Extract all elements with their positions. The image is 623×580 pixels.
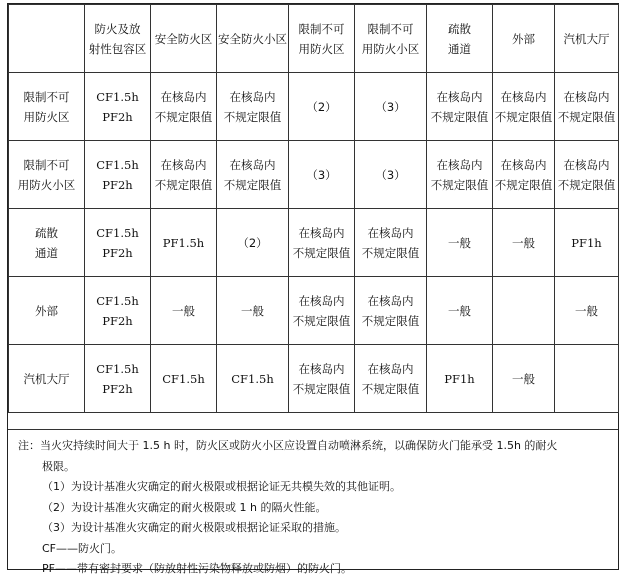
table-row [9, 209, 619, 277]
table-cell: CF1.5h PF2h [85, 141, 151, 209]
table-cell: CF1.5h PF2h [85, 277, 151, 345]
table-cell: CF1.5h PF2h [85, 209, 151, 277]
table-row [9, 277, 619, 345]
fire-barrier-table-sheet [7, 3, 619, 575]
header-row [9, 5, 619, 73]
table-cell: 一般 [493, 345, 555, 413]
table-cell: 一般 [151, 277, 217, 345]
row-header: 汽机大厅 [9, 345, 85, 413]
table-cell: PF1h [555, 209, 619, 277]
column-header: 限制不可 用防火区 [289, 5, 355, 73]
table-cell: CF1.5h [151, 345, 217, 413]
table-cell: （2） [217, 209, 289, 277]
table-cell: 在核岛内 不规定限值 [555, 73, 619, 141]
table-cell: 一般 [427, 209, 493, 277]
note-item-2: （2）为设计基准火灾确定的耐火极限或 1 h 的隔火性能。 [42, 500, 327, 514]
table-cell: PF1.5h [151, 209, 217, 277]
row-header: 限制不可 用防火小区 [9, 141, 85, 209]
note-cf-definition: CF——防火门。 [42, 541, 123, 555]
table-cell: 在核岛内 不规定限值 [355, 209, 427, 277]
table-notes [8, 429, 618, 575]
table-cell: 在核岛内 不规定限值 [355, 345, 427, 413]
column-header: 外部 [493, 5, 555, 73]
table-cell [555, 345, 619, 413]
table-cell: （3） [355, 73, 427, 141]
table-cell: CF1.5h [217, 345, 289, 413]
table-cell: 在核岛内 不规定限值 [151, 73, 217, 141]
table-cell: CF1.5h PF2h [85, 345, 151, 413]
fire-rating-table [8, 4, 619, 413]
row-header: 疏散 通道 [9, 209, 85, 277]
table-cell: 在核岛内 不规定限值 [151, 141, 217, 209]
column-header: 汽机大厅 [555, 5, 619, 73]
table-cell: 在核岛内 不规定限值 [493, 141, 555, 209]
table-cell: 在核岛内 不规定限值 [555, 141, 619, 209]
column-header: 安全防火小区 [217, 5, 289, 73]
table-cell: （3） [355, 141, 427, 209]
note-pf-definition: PF——带有密封要求（防放射性污染物释放或防烟）的防火门。 [42, 562, 352, 575]
table-cell: 在核岛内 不规定限值 [355, 277, 427, 345]
note-main: 注：当火灾持续时间大于 1.5 h 时，防火区或防火小区应设置自动喷淋系统，以确保防火门能承受 1.5h 的耐火 [18, 439, 558, 452]
column-header: 防火及放 射性包容区 [85, 5, 151, 73]
row-header: 外部 [9, 277, 85, 345]
table-cell: 在核岛内 不规定限值 [427, 141, 493, 209]
table-cell: 在核岛内 不规定限值 [217, 141, 289, 209]
table-cell: 在核岛内 不规定限值 [427, 73, 493, 141]
row-header: 限制不可 用防火区 [9, 73, 85, 141]
note-item-3: （3）为设计基准火灾确定的耐火极限或根据论证采取的措施。 [42, 521, 346, 534]
note-main-continued: 极限。 [42, 459, 75, 473]
table-cell: 在核岛内 不规定限值 [289, 277, 355, 345]
column-header: 安全防火区 [151, 5, 217, 73]
table-cell: （2） [289, 73, 355, 141]
table-row [9, 141, 619, 209]
column-header: 疏散 通道 [427, 5, 493, 73]
table-cell: 一般 [427, 277, 493, 345]
table-cell: 一般 [217, 277, 289, 345]
table-cell: 一般 [493, 209, 555, 277]
table-cell: PF1h [427, 345, 493, 413]
table-cell: CF1.5h PF2h [85, 73, 151, 141]
table-cell [493, 277, 555, 345]
table-cell: 在核岛内 不规定限值 [289, 209, 355, 277]
table-row [9, 345, 619, 413]
table-cell: 在核岛内 不规定限值 [493, 73, 555, 141]
table-cell: （3） [289, 141, 355, 209]
note-item-1: （1）为设计基准火灾确定的耐火极限或根据论证无共模失效的其他证明。 [42, 480, 401, 493]
table-cell: 在核岛内 不规定限值 [289, 345, 355, 413]
column-header: 限制不可 用防火小区 [355, 5, 427, 73]
table-row [9, 73, 619, 141]
table-cell: 一般 [555, 277, 619, 345]
corner-cell [9, 5, 85, 73]
table-cell: 在核岛内 不规定限值 [217, 73, 289, 141]
